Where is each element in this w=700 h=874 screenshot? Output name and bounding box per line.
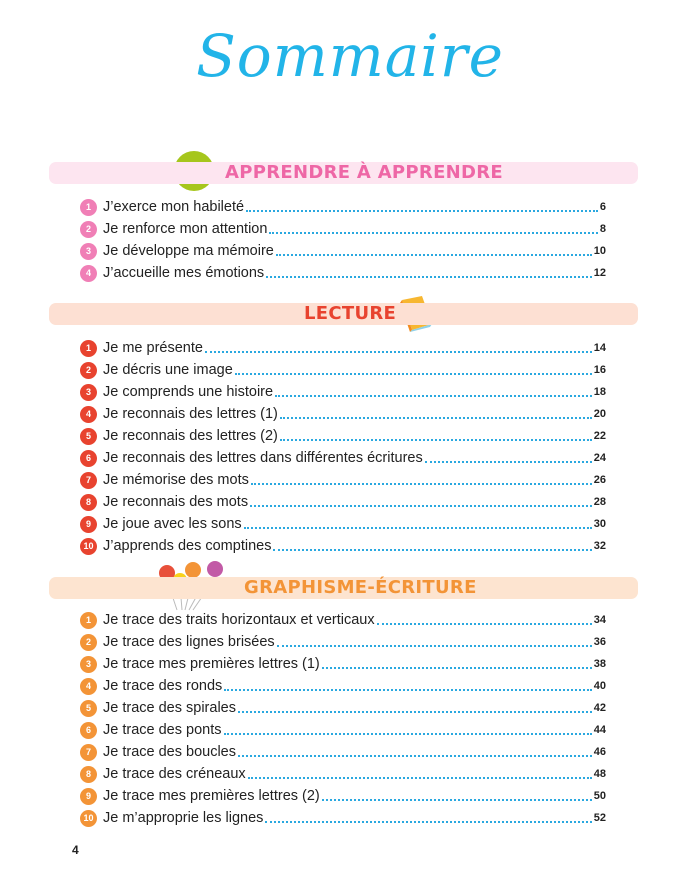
dot-leader [322,799,592,801]
dot-leader [244,527,592,529]
dot-leader [246,210,598,212]
dot-leader [238,711,592,713]
number-badge: 3 [80,243,97,260]
dot-leader [269,232,597,234]
entry-label: Je trace des ronds [103,678,223,694]
number-badge: 8 [80,494,97,511]
entry-label: Je reconnais des lettres (2) [103,428,278,444]
dot-leader [224,689,591,691]
number-badge: 9 [80,788,97,805]
entry-page: 8 [599,223,606,235]
entry-label: Je trace des traits horizontaux et verticaux [103,612,375,628]
number-badge: 3 [80,384,97,401]
toc-entry[interactable] [80,808,606,828]
toc-entry[interactable] [80,654,606,674]
entry-page: 10 [593,245,606,257]
toc-entry[interactable] [80,470,606,490]
dot-leader [273,549,591,551]
dot-leader [322,667,592,669]
dot-leader [250,505,592,507]
entry-page: 44 [593,724,606,736]
number-badge: 5 [80,700,97,717]
entry-page: 50 [593,790,606,802]
number-badge: 2 [80,634,97,651]
number-badge: 6 [80,450,97,467]
toc-entry[interactable] [80,197,606,217]
entry-page: 48 [593,768,606,780]
dot-leader [265,821,591,823]
entry-label: Je décris une image [103,362,233,378]
section-header [49,162,638,184]
toc-entry[interactable] [80,382,606,402]
entry-page: 52 [593,812,606,824]
section-header [49,577,638,599]
toc-entry[interactable] [80,404,606,424]
entry-page: 14 [593,342,606,354]
entry-page: 32 [593,540,606,552]
entry-page: 12 [593,267,606,279]
number-badge: 6 [80,722,97,739]
toc-entry[interactable] [80,241,606,261]
number-badge: 10 [80,810,97,827]
entry-label: Je trace des lignes brisées [103,634,275,650]
toc-entry[interactable] [80,448,606,468]
toc-entry[interactable] [80,536,606,556]
dot-leader [425,461,592,463]
number-badge: 3 [80,656,97,673]
entry-page: 30 [593,518,606,530]
number-badge: 9 [80,516,97,533]
entry-page: 6 [599,201,606,213]
section-title: APPRENDRE À APPRENDRE [225,162,504,183]
number-badge: 7 [80,472,97,489]
entry-page: 42 [593,702,606,714]
dot-leader [280,439,592,441]
toc-entry[interactable] [80,676,606,696]
entry-label: Je reconnais des mots [103,494,249,510]
entry-page: 20 [593,408,606,420]
section-title: LECTURE [304,303,397,324]
dot-leader [277,645,592,647]
number-badge: 8 [80,766,97,783]
dot-leader [251,483,592,485]
number-badge: 5 [80,428,97,445]
number-badge: 4 [80,678,97,695]
toc-entry[interactable] [80,338,606,358]
number-badge: 7 [80,744,97,761]
dot-leader [205,351,592,353]
toc-entry[interactable] [80,610,606,630]
section-header [49,303,638,325]
toc-entry[interactable] [80,514,606,534]
number-badge: 10 [80,538,97,555]
dot-leader [235,373,592,375]
toc-entry[interactable] [80,219,606,239]
entry-label: Je trace des boucles [103,744,236,760]
entry-label: Je reconnais des lettres dans différentes écritures [103,450,423,466]
entry-label: J’accueille mes émotions [103,265,265,281]
toc-entry[interactable] [80,632,606,652]
number-badge: 1 [80,199,97,216]
toc-entry[interactable] [80,426,606,446]
entry-label: Je trace des ponts [103,722,222,738]
entry-label: Je comprends une histoire [103,384,274,400]
entry-page: 36 [593,636,606,648]
toc-entry[interactable] [80,263,606,283]
dot-leader [377,623,592,625]
entry-page: 46 [593,746,606,758]
entry-page: 18 [593,386,606,398]
dot-leader [248,777,592,779]
dot-leader [266,276,592,278]
entry-page: 28 [593,496,606,508]
entry-label: Je trace mes premières lettres (1) [103,656,320,672]
number-badge: 1 [80,340,97,357]
entry-page: 16 [593,364,606,376]
dot-leader [280,417,592,419]
toc-entry[interactable] [80,786,606,806]
entry-label: Je trace des spirales [103,700,236,716]
toc-entry[interactable] [80,698,606,718]
toc-entry[interactable] [80,492,606,512]
number-badge: 4 [80,265,97,282]
dot-leader [275,395,592,397]
entry-label: Je renforce mon attention [103,221,268,237]
page-title: Sommaire [196,22,504,90]
entry-label: Je trace mes premières lettres (2) [103,788,320,804]
entry-label: Je m’approprie les lignes [103,810,264,826]
dot-leader [238,755,592,757]
entry-label: Je développe ma mémoire [103,243,274,259]
entry-page: 38 [593,658,606,670]
page-number: 4 [72,843,79,857]
entry-label: Je joue avec les sons [103,516,242,532]
entry-page: 40 [593,680,606,692]
entry-label: Je me présente [103,340,203,356]
toc-entry[interactable] [80,720,606,740]
entry-page: 22 [593,430,606,442]
dot-leader [276,254,592,256]
number-badge: 2 [80,221,97,238]
entry-label: Je mémorise des mots [103,472,249,488]
toc-entry[interactable] [80,742,606,762]
entry-page: 34 [593,614,606,626]
toc-entry[interactable] [80,360,606,380]
number-badge: 1 [80,612,97,629]
number-badge: 2 [80,362,97,379]
dot-leader [224,733,592,735]
entry-label: Je reconnais des lettres (1) [103,406,278,422]
entry-label: J’apprends des comptines [103,538,272,554]
entry-page: 26 [593,474,606,486]
entry-page: 24 [593,452,606,464]
entry-label: J’exerce mon habileté [103,199,245,215]
entry-label: Je trace des créneaux [103,766,246,782]
toc-entry[interactable] [80,764,606,784]
number-badge: 4 [80,406,97,423]
section-title: GRAPHISME-ÉCRITURE [244,577,477,598]
